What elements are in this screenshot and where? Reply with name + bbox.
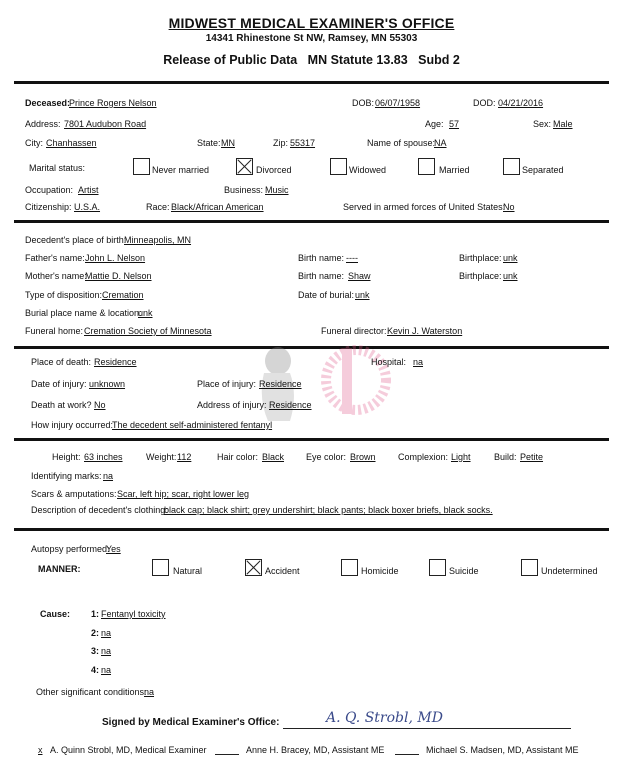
clothing-label: Description of decedent's clothing: <box>31 505 168 515</box>
father-value: John L. Nelson <box>85 253 146 263</box>
armed-forces-value: No <box>503 202 515 212</box>
mother-label: Mother's name: <box>25 271 87 281</box>
burial-date-value: unk <box>355 290 370 300</box>
cause-label: Cause: <box>40 609 71 619</box>
mother-birthname-value: Shaw <box>348 271 371 281</box>
never-married-label: Never married <box>152 165 210 175</box>
hospital-label: Hospital: <box>371 357 407 367</box>
cause-number: 4: <box>91 665 100 675</box>
autopsy-value: Yes <box>106 544 121 554</box>
father-birthplace-value: unk <box>503 253 518 263</box>
sex-value: Male <box>553 119 573 129</box>
father-birthname-label: Birth name: <box>298 253 345 263</box>
address-injury-label: Address of injury: <box>197 400 267 410</box>
city-value: Chanhassen <box>46 138 97 148</box>
age-value: 57 <box>449 119 460 129</box>
address-injury-value: Residence <box>269 400 312 410</box>
marks-value: na <box>103 471 114 481</box>
homicide-checkbox[interactable] <box>341 559 358 576</box>
burial-place-value: unk <box>138 308 153 318</box>
birthplace-label: Decedent's place of birth: <box>25 235 127 245</box>
address-label: Address: <box>25 119 61 129</box>
cause-value: na <box>101 628 112 638</box>
funeral-home-value: Cremation Society of Minnesota <box>84 326 212 336</box>
burial-place-label: Burial place name & location: <box>25 308 142 318</box>
deceased-value: Prince Rogers Nelson <box>69 98 157 108</box>
undetermined-checkbox[interactable] <box>521 559 538 576</box>
dod-value: 04/21/2016 <box>498 98 544 108</box>
weight-label: Weight: <box>146 452 177 462</box>
cause-value: na <box>101 665 112 675</box>
citizenship-value: U.S.A. <box>74 202 101 212</box>
state-value: MN <box>221 138 235 148</box>
marital-label: Marital status: <box>29 163 86 173</box>
other-conditions-value: na <box>144 687 155 697</box>
hair-value: Black <box>262 452 285 462</box>
race-label: Race: <box>146 202 170 212</box>
natural-label: Natural <box>173 566 203 576</box>
dob-label: DOB: <box>352 98 375 108</box>
birthplace-value: Minneapolis, MN <box>124 235 192 245</box>
signer-name: Anne H. Bracey, MD, Assistant ME <box>246 745 385 755</box>
age-label: Age: <box>425 119 444 129</box>
height-label: Height: <box>52 452 81 462</box>
clothing-value: black cap; black shirt; grey undershirt; black pants; black boxer briefs, black socks. <box>164 505 493 515</box>
place-injury-label: Place of injury: <box>197 379 257 389</box>
divorced-checkbox[interactable] <box>236 158 253 175</box>
occupation-label: Occupation: <box>25 185 74 195</box>
suicide-checkbox[interactable] <box>429 559 446 576</box>
height-value: 63 inches <box>84 452 123 462</box>
cause-number: 1: <box>91 609 100 619</box>
funeral-home-label: Funeral home: <box>25 326 84 336</box>
address-value: 7801 Audubon Road <box>64 119 147 129</box>
manner-label: MANNER: <box>38 564 81 574</box>
hair-label: Hair color: <box>217 452 259 462</box>
section-divider <box>14 220 609 223</box>
widowed-label: Widowed <box>349 165 387 175</box>
married-label: Married <box>439 165 470 175</box>
place-death-value: Residence <box>94 357 137 367</box>
zip-label: Zip: <box>273 138 289 148</box>
sex-label: Sex: <box>533 119 552 129</box>
office-title: MIDWEST MEDICAL EXAMINER'S OFFICE <box>168 15 455 31</box>
armed-forces-label: Served in armed forces of United States: <box>343 202 506 212</box>
section-divider <box>14 346 609 349</box>
signer-name: A. Quinn Strobl, MD, Medical Examiner <box>50 745 207 755</box>
never-married-checkbox[interactable] <box>133 158 150 175</box>
section-divider <box>14 81 609 84</box>
complexion-value: Light <box>451 452 471 462</box>
other-conditions-label: Other significant conditions: <box>36 687 147 697</box>
burial-date-label: Date of burial: <box>298 290 355 300</box>
eye-label: Eye color: <box>306 452 347 462</box>
suicide-label: Suicide <box>449 566 479 576</box>
father-birthname-value: ---- <box>346 253 358 263</box>
dob-value: 06/07/1958 <box>375 98 421 108</box>
watermark-symbol-icon <box>320 340 392 420</box>
build-label: Build: <box>494 452 517 462</box>
signature: A. Q. Strobl, MD <box>326 710 443 726</box>
signed-label: Signed by Medical Examiner's Office: <box>102 717 280 728</box>
spouse-value: NA <box>434 138 447 148</box>
release-title: Release of Public Data MN Statute 13.83 Subd 2 <box>163 53 460 67</box>
business-label: Business: <box>224 185 264 195</box>
build-value: Petite <box>520 452 544 462</box>
separated-label: Separated <box>522 165 564 175</box>
section-divider <box>14 438 609 441</box>
eye-value: Brown <box>350 452 376 462</box>
zip-value: 55317 <box>290 138 316 148</box>
separated-checkbox[interactable] <box>503 158 520 175</box>
complexion-label: Complexion: <box>398 452 449 462</box>
scars-label: Scars & amputations: <box>31 489 117 499</box>
deceased-label: Deceased: <box>25 98 71 108</box>
citizenship-label: Citizenship: <box>25 202 72 212</box>
mother-birthplace-label: Birthplace: <box>459 271 502 281</box>
divorced-label: Divorced <box>256 165 292 175</box>
state-label: State: <box>197 138 221 148</box>
mother-birthplace-value: unk <box>503 271 518 281</box>
office-address: 14341 Rhinestone St NW, Ramsey, MN 55303 <box>205 33 418 44</box>
autopsy-label: Autopsy performed: <box>31 544 110 554</box>
married-checkbox[interactable] <box>418 158 435 175</box>
signature-line <box>283 728 571 729</box>
mother-value: Mattie D. Nelson <box>85 271 152 281</box>
race-value: Black/African American <box>171 202 264 212</box>
undetermined-label: Undetermined <box>541 566 598 576</box>
hospital-value: na <box>413 357 424 367</box>
cause-value: Fentanyl toxicity <box>101 609 166 619</box>
father-birthplace-label: Birthplace: <box>459 253 502 263</box>
widowed-checkbox[interactable] <box>330 158 347 175</box>
homicide-label: Homicide <box>361 566 399 576</box>
dod-label: DOD: <box>473 98 496 108</box>
section-divider <box>14 528 609 531</box>
disposition-value: Cremation <box>102 290 144 300</box>
signer-name: Michael S. Madsen, MD, Assistant ME <box>426 745 579 755</box>
natural-checkbox[interactable] <box>152 559 169 576</box>
signer-line <box>395 754 419 755</box>
city-label: City: <box>25 138 43 148</box>
weight-value: 112 <box>177 452 192 462</box>
spouse-label: Name of spouse: <box>367 138 436 148</box>
mother-birthname-label: Birth name: <box>298 271 345 281</box>
signer-mark: x <box>38 745 43 755</box>
accident-checkbox[interactable] <box>245 559 262 576</box>
place-injury-value: Residence <box>259 379 302 389</box>
cause-number: 2: <box>91 628 100 638</box>
disposition-label: Type of disposition: <box>25 290 103 300</box>
signer-line <box>215 754 239 755</box>
cause-number: 3: <box>91 646 100 656</box>
place-death-label: Place of death: <box>31 357 92 367</box>
marks-label: Identifying marks: <box>31 471 102 481</box>
how-injury-label: How injury occurred: <box>31 420 114 430</box>
business-value: Music <box>265 185 289 195</box>
cause-value: na <box>101 646 112 656</box>
father-label: Father's name: <box>25 253 85 263</box>
funeral-director-label: Funeral director: <box>321 326 387 336</box>
accident-label: Accident <box>265 566 300 576</box>
scars-value: Scar, left hip; scar, right lower leg <box>117 489 250 499</box>
at-work-label: Death at work? <box>31 400 92 410</box>
date-injury-label: Date of injury: <box>31 379 87 389</box>
occupation-value: Artist <box>78 185 99 195</box>
date-injury-value: unknown <box>89 379 126 389</box>
funeral-director-value: Kevin J. Waterston <box>387 326 463 336</box>
how-injury-value: The decedent self-administered fentanyl <box>112 420 273 430</box>
at-work-value: No <box>94 400 106 410</box>
